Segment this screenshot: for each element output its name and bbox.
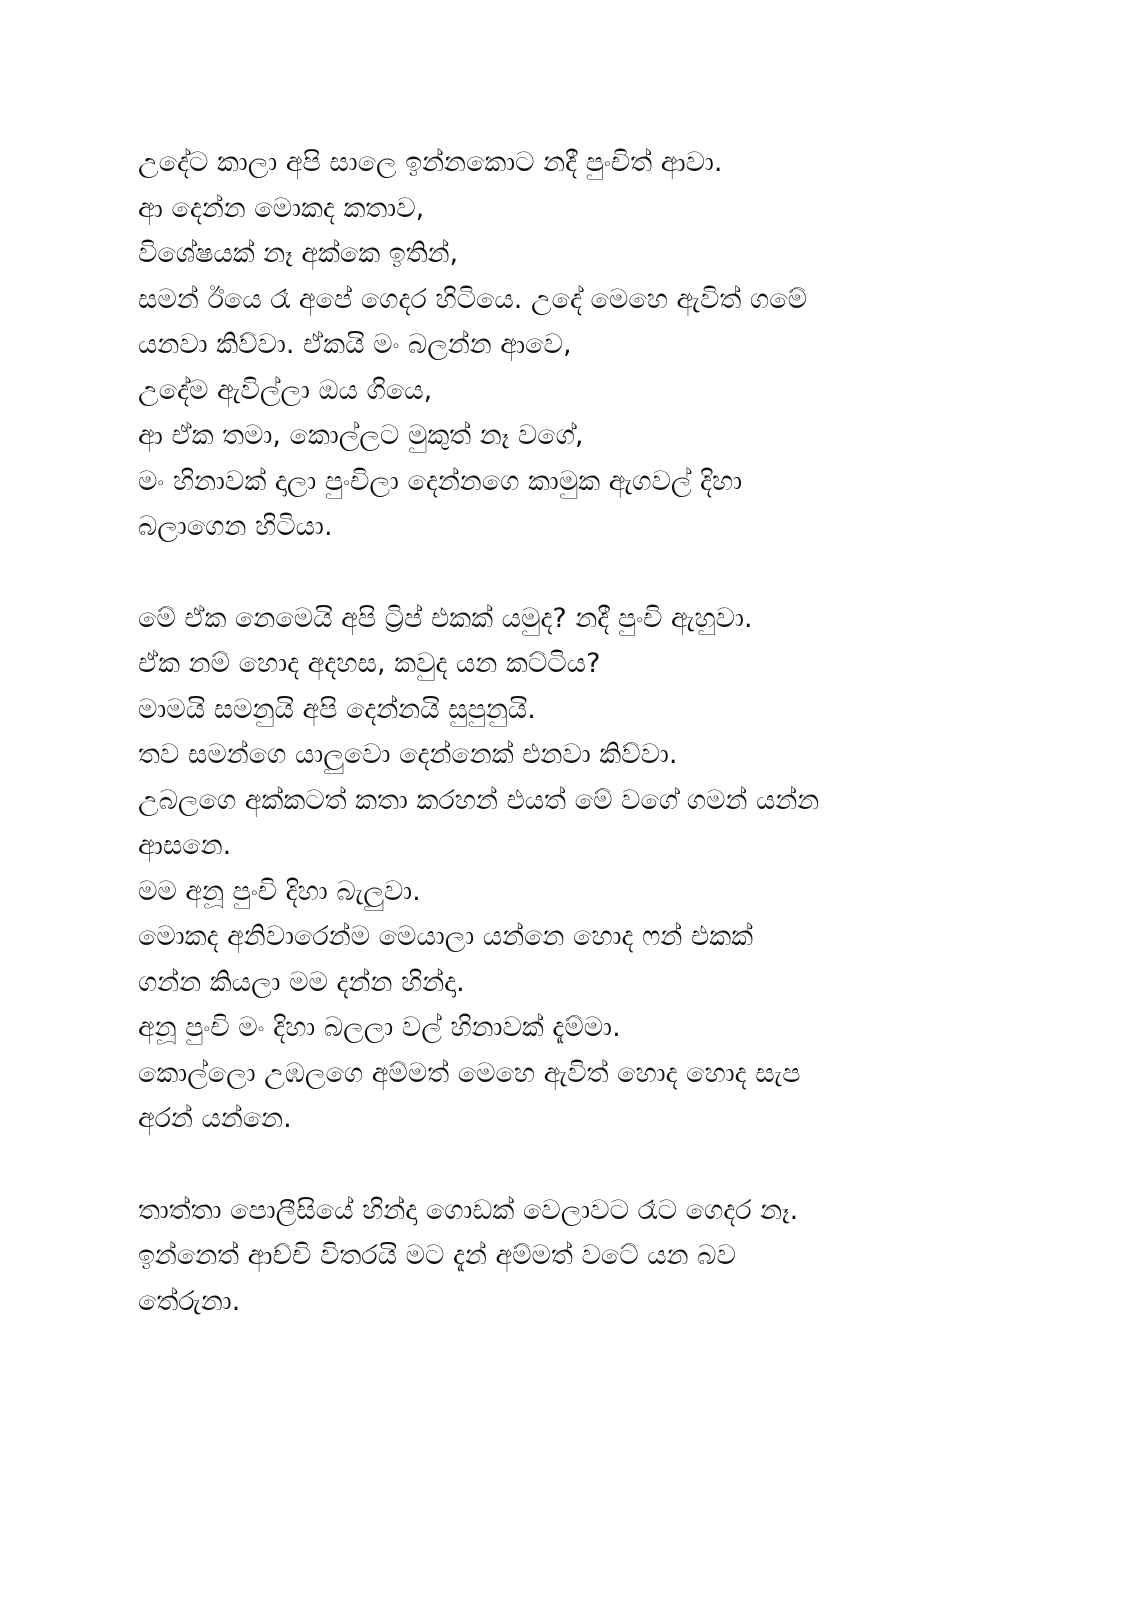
text-line: මේ ඒක නෙමෙයි අපි ට්‍රිප් එකක් යමුද? නදී පුංචි ඇහුවා. [138,602,753,634]
paragraph-spacer [138,1142,1018,1188]
paragraph-2 [138,596,1018,1142]
text-line: මම අනූ පුංචි දිහා බැලුවා. [138,875,421,907]
text-line: ඉන්නෙත් ආච්චි විතරයි මට දැන් අම්මත් වටේ යන බව [138,1240,736,1271]
text-line: තේරුනා. [138,1285,241,1317]
text-line: තාත්තා පොලීසියේ හින්දා ගොඩක් වෙලාවට රෑට ගෙදර නෑ. [138,1194,799,1226]
text-line: උදේම ඇවිල්ලා ඔය ගියෙ, [138,374,433,406]
text-line: ආ දෙන්න මොකද කතාව, [138,192,425,224]
text-line: කොල්ලො උඹලගෙ අම්මත් මෙහෙ ඇවිත් හොද හොද සැප [138,1057,801,1089]
text-line: අනූ පුංචි මං දිහා බලලා වල් හිනාවක් දැම්මා. [138,1012,621,1043]
paragraph-1 [138,140,1018,550]
paragraph-3 [138,1188,1018,1325]
text-line: ආ ඒක තමා, කොල්ලට මුකුත් නෑ වගේ, [138,420,584,451]
text-line: ගන්න කියලා මම දන්න හින්දා. [138,966,465,998]
document-text-body [138,140,1018,1324]
text-line: යනවා කිව්වා. ඒකයි මං බලන්න ආවෙ, [138,329,572,360]
text-line: උබලගෙ අක්කටත් කතා කරහන් එයත් මේ වගේ ගමන් යන්න [138,784,820,816]
text-line: උදේට කාලා අපි සාලෙ ඉන්නකොට නදී පුංචිත් ආවා. [138,147,723,178]
text-line: මොකද අනිවාරෙන්ම මෙයාලා යන්නෙ හොද ෆන් එකක් [138,921,754,952]
text-line: ඒක නම් හොද අදහස, කවුද යන කට්ටිය? [138,648,601,679]
text-line: අරන් යන්නෙ. [138,1103,292,1134]
text-line: විශේෂයක් නෑ අක්කෙ ඉතින්, [138,238,459,269]
text-line: මාමයි සමනුයි අපි දෙන්නයි සුපුනුයි. [138,693,536,725]
paragraph-spacer [138,550,1018,596]
text-line: මං හිනාවක් දාලා පුංචිලා දෙන්නගෙ කාමුක ඇගවල් දිහා [138,465,743,497]
text-line: සමන් ඊයෙ රෑ අපේ ගෙදර හිටියෙ. උදේ මෙහෙ ඇවිත් ගමේ [138,283,807,315]
text-line: තව සමන්ගෙ යාලුවො දෙන්නෙක් එනවා කිව්වා. [138,739,678,770]
text-line: බලාගෙන හිටියා. [138,511,333,542]
text-line: ආසනෙ. [138,830,232,861]
